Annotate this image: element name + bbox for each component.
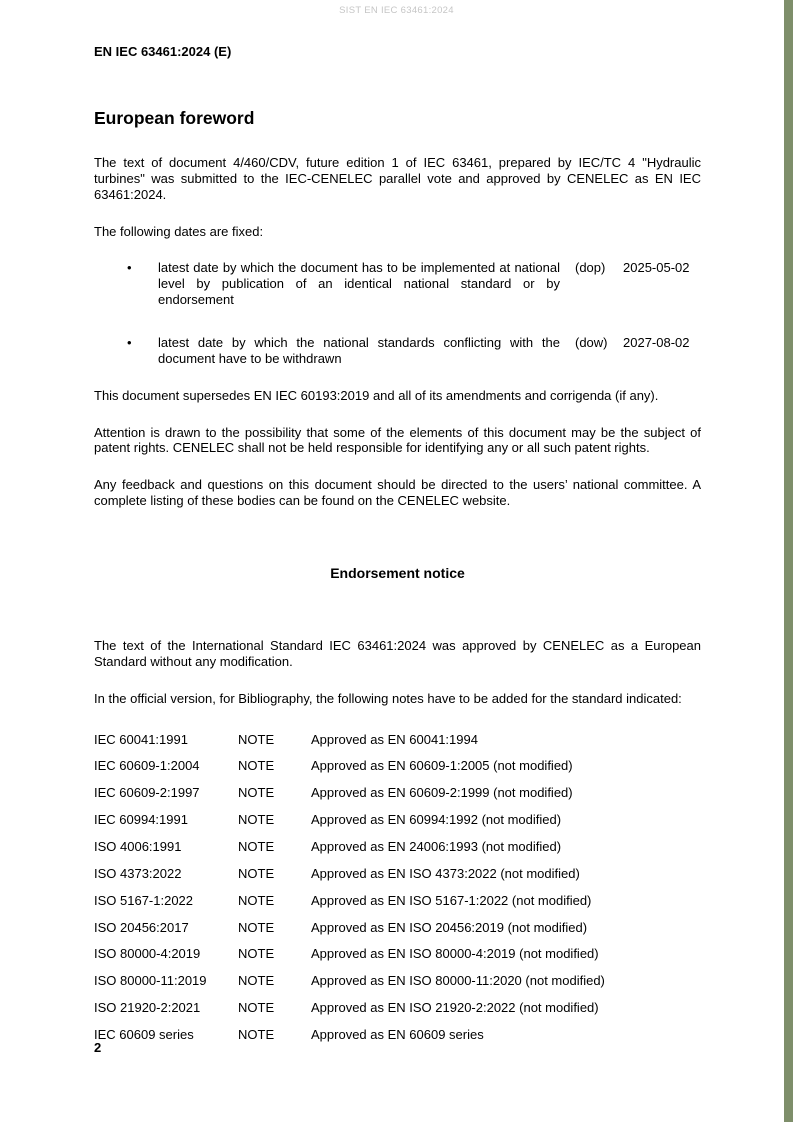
note-row (94, 893, 701, 909)
note-text: Approved as EN ISO 20456:2019 (not modified) (311, 919, 588, 935)
date-item-abbr: (dop) (575, 260, 606, 276)
feedback-paragraph: Any feedback and questions on this document should be directed to the users’ national committee. A complete listing of these bodies can be found on the CENELEC website. (94, 477, 701, 509)
date-item-dop (94, 260, 701, 308)
endorsement-paragraph-2: In the official version, for Bibliography, the following notes have to be added for the standard indicated: (94, 690, 682, 706)
note-label: NOTE (238, 946, 275, 962)
note-label: NOTE (238, 1027, 275, 1043)
note-row (94, 920, 701, 936)
note-text: Approved as EN ISO 80000-11:2020 (not modified) (311, 973, 605, 989)
note-row (94, 758, 701, 774)
note-row (94, 973, 701, 989)
note-label: NOTE (238, 785, 275, 801)
note-standard: ISO 5167-1:2022 (94, 892, 194, 908)
date-item-dow (94, 335, 701, 367)
date-item-value: 2025-05-02 (623, 260, 690, 276)
note-label: NOTE (238, 865, 275, 881)
endorsement-title: Endorsement notice (330, 565, 465, 582)
note-text: Approved as EN 60994:1992 (not modified) (311, 812, 562, 828)
note-text: Approved as EN 60041:1994 (311, 731, 478, 747)
note-text: Approved as EN 24006:1993 (not modified) (311, 839, 562, 855)
watermark: SIST EN IEC 63461:2024 (339, 5, 454, 16)
foreword-title: European foreword (94, 108, 255, 128)
note-row (94, 839, 701, 855)
date-item-text: latest date by which the national standards conflicting with the document have to be withdrawn (158, 335, 560, 366)
note-standard: ISO 4006:1991 (94, 839, 182, 855)
bullet-icon: • (127, 260, 132, 276)
date-item-value: 2027-08-02 (623, 335, 690, 351)
foreword-paragraph-1: The text of document 4/460/CDV, future edition 1 of IEC 63461, prepared by IEC/TC 4 "Hydraulic turbines" was submitted to the IEC-CENELEC parallel vote and approved by CENELEC as EN IEC 63461:2024. (94, 155, 701, 202)
patent-paragraph: Attention is drawn to the possibility that some of the elements of this document may be the subject of patent rights. CENELEC shall not be held responsible for identifying any or all such patent rights. (94, 424, 701, 456)
note-label: NOTE (238, 919, 275, 935)
note-label: NOTE (238, 839, 275, 855)
note-standard: ISO 80000-11:2019 (94, 973, 207, 989)
note-standard: IEC 60609 series (94, 1027, 194, 1043)
note-row (94, 946, 701, 962)
note-text: Approved as EN 60609 series (311, 1027, 484, 1043)
note-standard: IEC 60609-1:2004 (94, 758, 200, 774)
note-row (94, 785, 701, 801)
note-standard: ISO 20456:2017 (94, 919, 189, 935)
page-edge-bar (784, 0, 793, 1122)
page-content (94, 44, 701, 1054)
note-text: Approved as EN ISO 4373:2022 (not modified) (311, 865, 580, 881)
note-text: Approved as EN 60609-1:2005 (not modified) (311, 758, 573, 774)
date-item-text: latest date by which the document has to be implemented at national level by publication of an identical national standard or by endorsement (158, 260, 560, 308)
note-label: NOTE (238, 892, 275, 908)
note-text: Approved as EN 60609-2:1999 (not modified) (311, 785, 573, 801)
note-standard: IEC 60994:1991 (94, 812, 188, 828)
endorsement-paragraph-1: The text of the International Standard IEC 63461:2024 was approved by CENELEC as a European Standard without any modification. (94, 638, 701, 669)
note-label: NOTE (238, 973, 275, 989)
note-text: Approved as EN ISO 5167-1:2022 (not modified) (311, 892, 592, 908)
note-label: NOTE (238, 1000, 275, 1016)
note-label: NOTE (238, 758, 275, 774)
note-standard: ISO 4373:2022 (94, 865, 182, 881)
bullet-icon: • (127, 335, 132, 351)
note-row (94, 866, 701, 882)
note-standard: ISO 80000-4:2019 (94, 946, 201, 962)
note-label: NOTE (238, 731, 275, 747)
note-row (94, 812, 701, 828)
note-standard: ISO 21920-2:2021 (94, 1000, 201, 1016)
date-item-abbr: (dow) (575, 335, 608, 351)
note-text: Approved as EN ISO 80000-4:2019 (not modified) (311, 946, 599, 962)
note-standard: IEC 60041:1991 (94, 731, 188, 747)
note-row (94, 1000, 701, 1016)
doc-reference: EN IEC 63461:2024 (E) (94, 44, 232, 59)
note-row (94, 1027, 701, 1043)
note-label: NOTE (238, 812, 275, 828)
endorsement-notes-list (94, 732, 701, 1043)
dates-intro: The following dates are fixed: (94, 223, 264, 239)
note-standard: IEC 60609-2:1997 (94, 785, 200, 801)
page-number: 2 (94, 1040, 102, 1055)
note-text: Approved as EN ISO 21920-2:2022 (not modified) (311, 1000, 599, 1016)
supersedes-paragraph: This document supersedes EN IEC 60193:2019 and all of its amendments and corrigenda (if any). (94, 387, 659, 403)
note-row (94, 732, 701, 748)
